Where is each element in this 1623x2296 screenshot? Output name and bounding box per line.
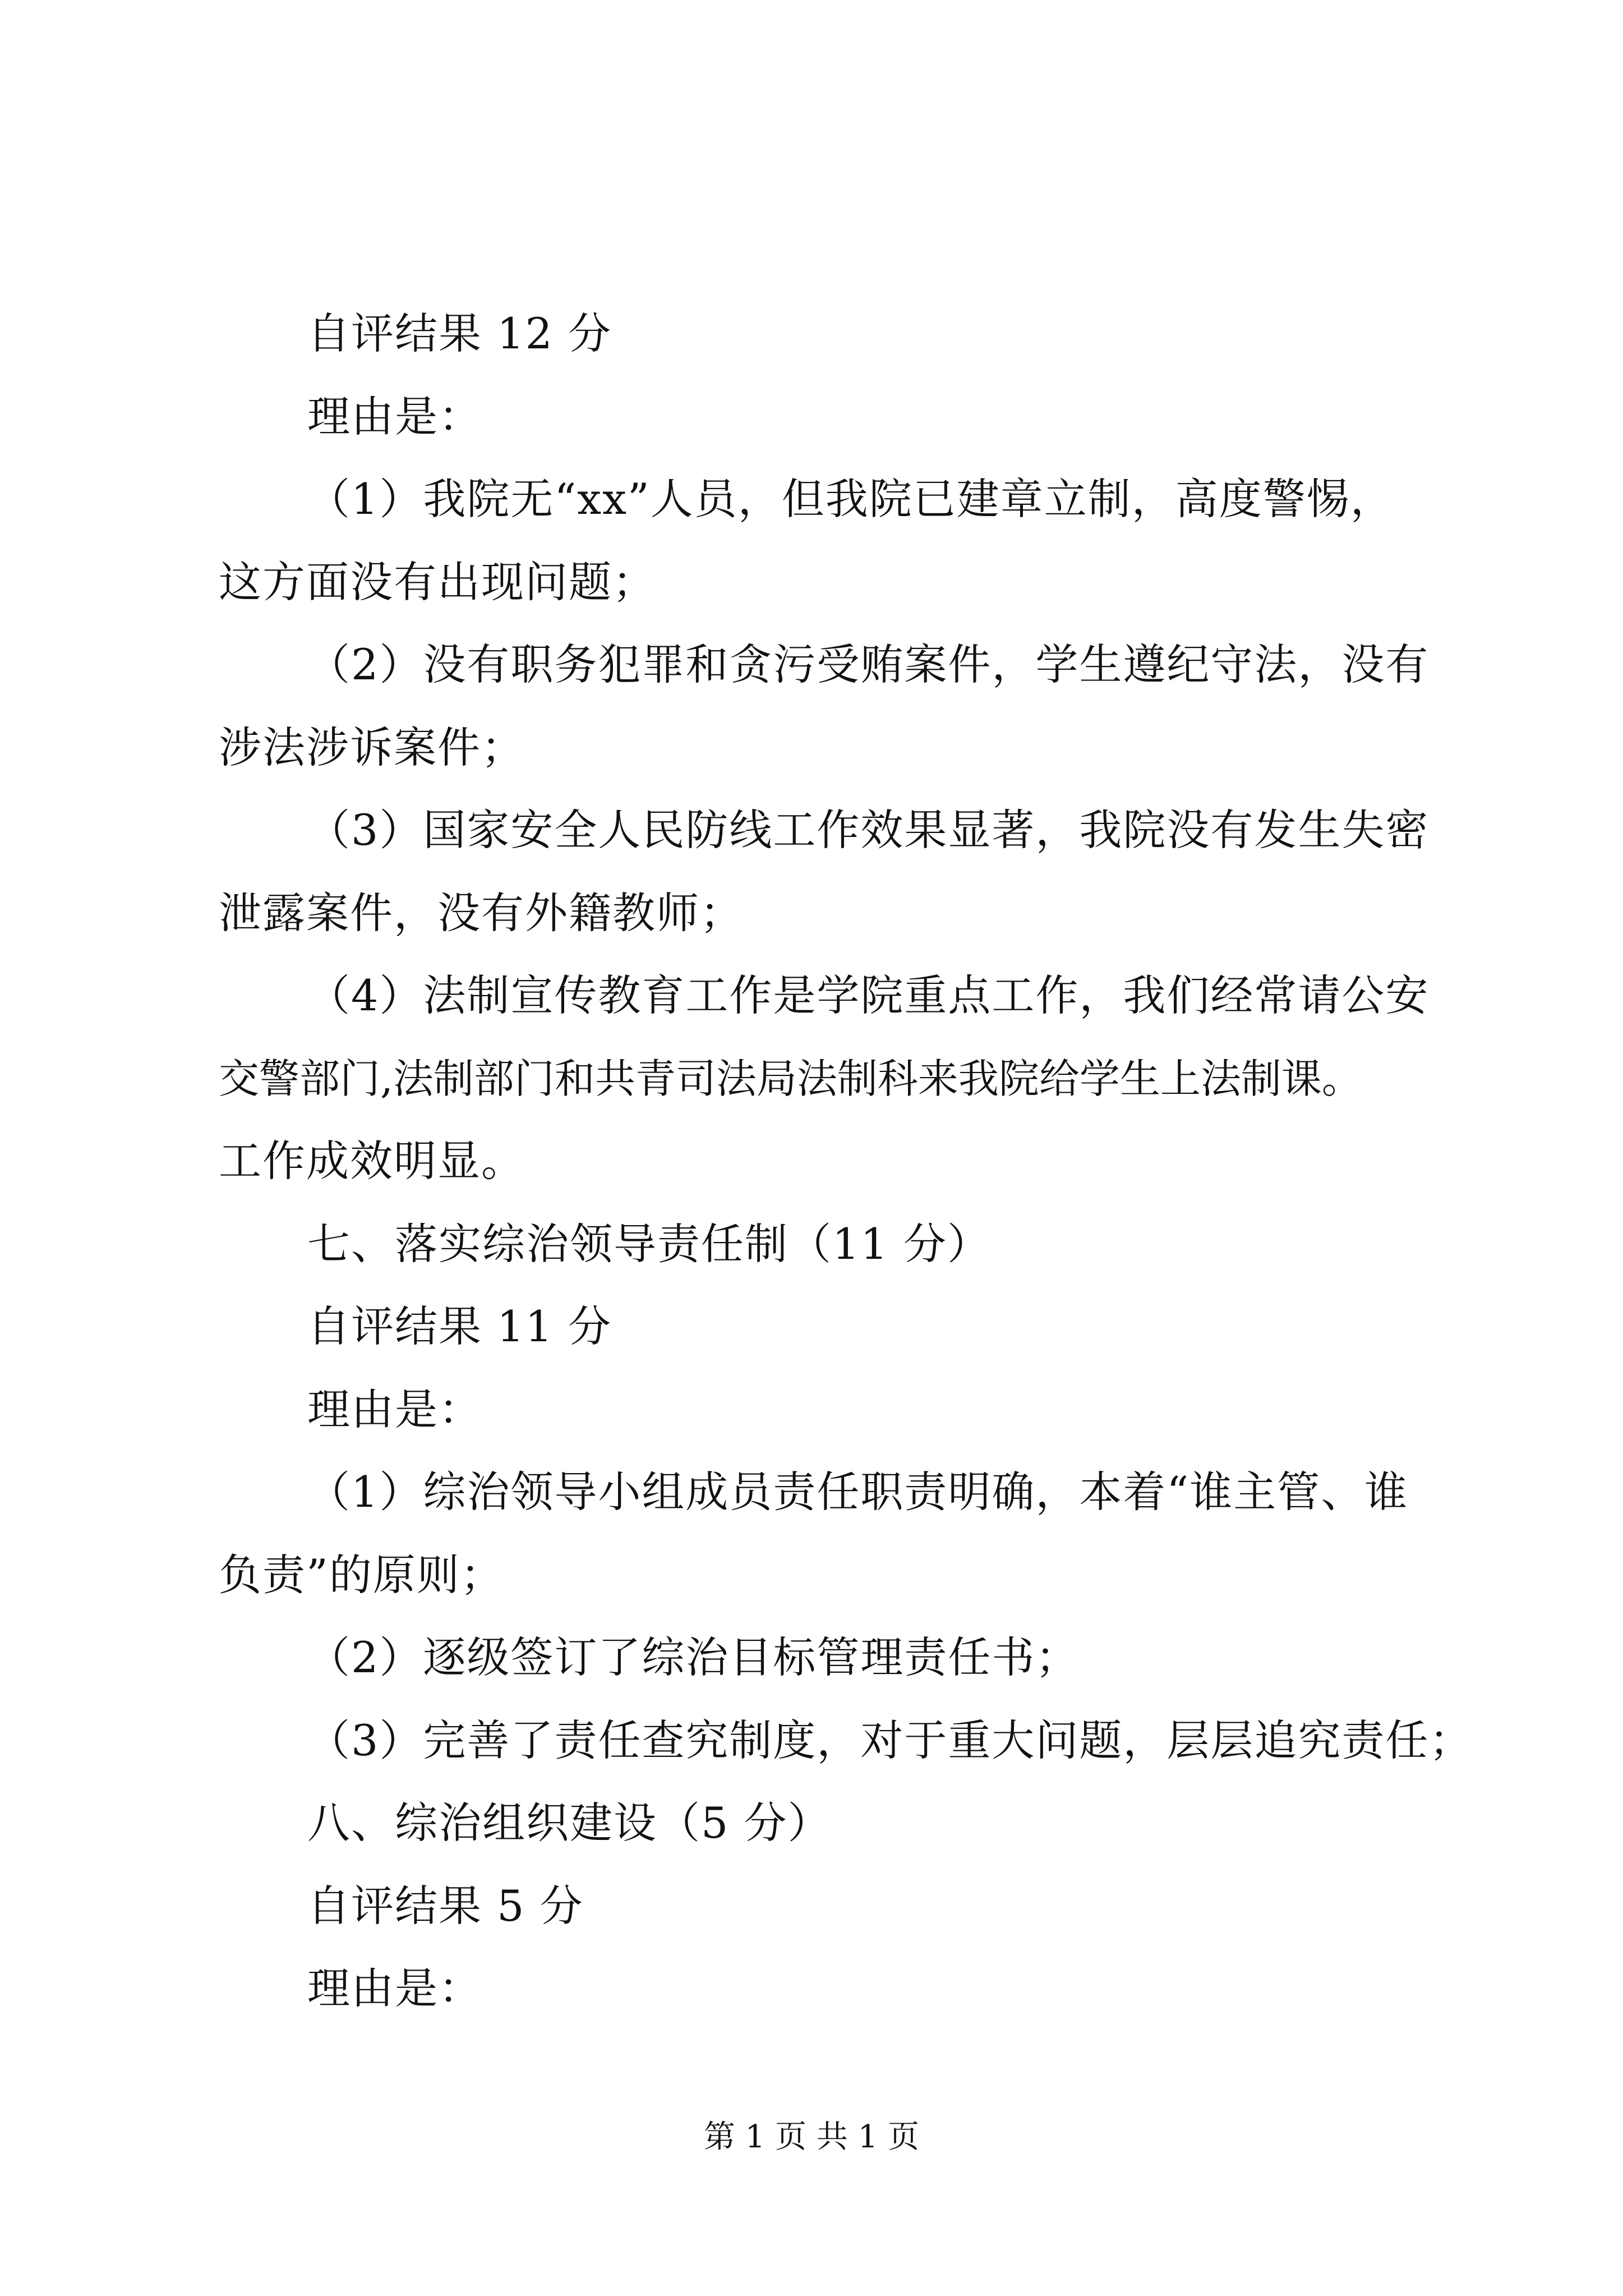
text-line-5: （2）没有职务犯罪和贪污受贿案件，学生遵纪守法，没有 [307,639,1430,689]
text-line-13: 自评结果 11 分 [307,1301,612,1351]
text-line-8: 泄露案件，没有外籍教师； [219,888,744,938]
text-line-16: 负责”的原则； [219,1550,504,1600]
text-line-17: （2）逐级签订了综治目标管理责任书； [307,1632,1080,1682]
text-line-4: 这方面没有出现问题； [219,557,656,607]
text-line-6: 涉法涉诉案件； [219,723,525,772]
section-heading-8: 八、综治组织建设（5 分） [307,1798,832,1848]
text-line-3: （1）我院无“xx”人员，但我院已建章立制，高度警惕， [307,474,1394,524]
text-line-11: 工作成效明显。 [219,1136,525,1186]
text-line-14: 理由是： [307,1384,482,1434]
text-line-15: （1）综治领导小组成员责任职责明确，本着“谁主管、谁 [307,1467,1409,1517]
text-line-2: 理由是： [307,392,482,441]
text-line-20: 自评结果 5 分 [307,1881,584,1931]
text-line-21: 理由是： [307,1963,482,2013]
page-footer: 第 1 页 共 1 页 [703,2119,920,2155]
text-line-7: （3）国家安全人民防线工作效果显著，我院没有发生失密 [307,805,1430,855]
text-line-18: （3）完善了责任查究制度，对于重大问题，层层追究责任； [307,1715,1473,1765]
text-line-1: 自评结果 12 分 [307,309,612,358]
section-heading-7: 七、落实综治领导责任制（11 分） [307,1219,991,1269]
text-line-10: 交警部门,法制部门和共青司法局法制科来我院给学生上法制课。 [219,1055,1362,1102]
text-line-9: （4）法制宣传教育工作是学院重点工作，我们经常请公安 [307,970,1430,1020]
